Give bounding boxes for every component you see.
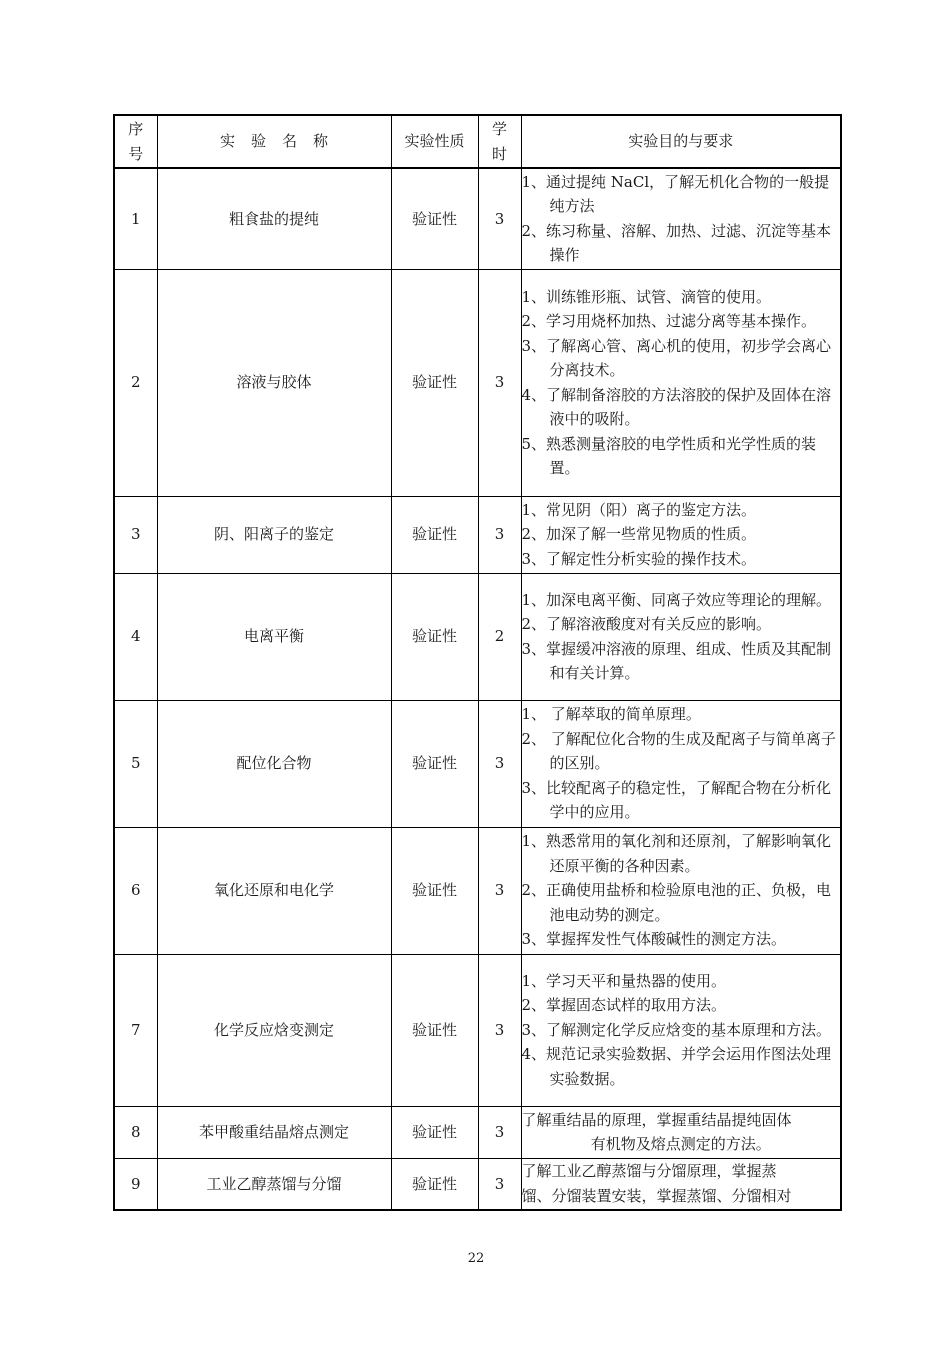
table-row — [114, 573, 841, 700]
row-nature: 验证性 — [391, 496, 478, 573]
table-row — [114, 1158, 841, 1210]
goal-item: 2、掌握固态试样的取用方法。 — [521, 996, 727, 1015]
goal-item: 1、熟悉常用的氧化剂和还原剂，了解影响氧化还原平衡的各种因素。 — [521, 832, 832, 875]
row-goals — [521, 573, 841, 700]
header-no-line1: 序 — [128, 120, 144, 138]
row-name: 工业乙醇蒸馏与分馏 — [157, 1158, 391, 1210]
row-no: 4 — [114, 573, 157, 700]
goal-item: 2、 了解配位化合物的生成及配离子与简单离子的区别。 — [521, 729, 836, 773]
goal-item: 2、练习称量、溶解、加热、过滤、沉淀等基本操作 — [521, 221, 832, 265]
table-row — [114, 700, 841, 827]
row-hours: 3 — [478, 269, 521, 496]
row-hours: 3 — [478, 954, 521, 1106]
row-hours: 2 — [478, 573, 521, 700]
table-row — [114, 496, 841, 573]
row-goals — [521, 1106, 841, 1158]
goal-text-line: 了解重结晶的原理，掌握重结晶提纯固体 — [521, 1110, 792, 1129]
row-nature: 验证性 — [391, 573, 478, 700]
goal-text-line: 馏、分馏装置安装，掌握蒸馏、分馏相对 — [521, 1186, 792, 1205]
row-nature: 验证性 — [391, 827, 478, 954]
row-name: 粗食盐的提纯 — [157, 168, 391, 269]
row-no: 7 — [114, 954, 157, 1106]
experiment-table — [113, 114, 842, 1211]
table-row — [114, 954, 841, 1106]
row-nature: 验证性 — [391, 1158, 478, 1210]
goal-item: 3、比较配离子的稳定性，了解配合物在分析化学中的应用。 — [521, 778, 832, 822]
goal-item: 2、加深了解一些常见物质的性质。 — [521, 525, 757, 544]
row-nature: 验证性 — [391, 700, 478, 827]
goal-item: 1、训练锥形瓶、试管、滴管的使用。 — [521, 287, 772, 306]
page-number: 22 — [467, 1251, 485, 1266]
row-goals — [521, 496, 841, 573]
row-hours: 3 — [478, 700, 521, 827]
row-goals — [521, 1158, 841, 1210]
header-no — [114, 115, 157, 168]
goal-item: 5、熟悉测量溶胶的电学性质和光学性质的装置。 — [521, 434, 817, 477]
goal-item: 3、了解离心管、离心机的使用，初步学会离心分离技术。 — [521, 336, 832, 379]
header-hours-line2: 时 — [491, 144, 507, 163]
goal-item: 2、正确使用盐桥和检验原电池的正、负极，电池电动势的测定。 — [521, 881, 832, 924]
row-nature: 验证性 — [391, 954, 478, 1106]
row-no: 3 — [114, 496, 157, 573]
row-no: 1 — [114, 168, 157, 269]
row-hours: 3 — [478, 496, 521, 573]
header-goal: 实验目的与要求 — [521, 115, 841, 168]
row-nature: 验证性 — [391, 1106, 478, 1158]
header-name-label: 实验名称 — [219, 132, 344, 151]
goal-text-line: 有机物及熔点测定的方法。 — [590, 1135, 771, 1153]
header-no-line2: 号 — [128, 144, 144, 163]
row-hours: 3 — [478, 827, 521, 954]
goal-text-line: 了解工业乙醇蒸馏与分馏原理，掌握蒸 — [521, 1162, 777, 1181]
header-hours-line1: 学 — [491, 120, 507, 138]
table-body — [114, 168, 841, 1210]
row-nature: 验证性 — [391, 269, 478, 496]
row-name: 溶液与胶体 — [157, 269, 391, 496]
goal-item: 2、了解溶液酸度对有关反应的影响。 — [521, 615, 772, 633]
row-name: 氧化还原和电化学 — [157, 827, 391, 954]
goal-item: 2、学习用烧杯加热、过滤分离等基本操作。 — [521, 312, 817, 330]
row-goals — [521, 168, 841, 269]
row-goals — [521, 269, 841, 496]
header-hours — [478, 115, 521, 168]
row-goals — [521, 700, 841, 827]
row-no: 6 — [114, 827, 157, 954]
row-name: 苯甲酸重结晶熔点测定 — [157, 1106, 391, 1158]
row-hours: 3 — [478, 1106, 521, 1158]
row-name: 阴、阳离子的鉴定 — [157, 496, 391, 573]
row-name: 电离平衡 — [157, 573, 391, 700]
header-nature: 实验性质 — [391, 115, 478, 168]
table-row — [114, 827, 841, 954]
goal-item: 3、掌握挥发性气体酸碱性的测定方法。 — [521, 930, 787, 949]
goal-item: 4、了解制备溶胶的方法溶胶的保护及固体在溶液中的吸附。 — [521, 385, 832, 428]
header-name — [157, 115, 391, 168]
goal-item: 1、 了解萃取的简单原理。 — [521, 705, 701, 724]
row-hours: 3 — [478, 168, 521, 269]
table-row — [114, 168, 841, 269]
row-no: 5 — [114, 700, 157, 827]
table-header-row — [114, 115, 841, 168]
table-row — [114, 1106, 841, 1158]
goal-item: 1、加深电离平衡、同离子效应等理论的理解。 — [521, 590, 832, 609]
goal-item: 3、了解定性分析实验的操作技术。 — [521, 549, 757, 568]
row-no: 2 — [114, 269, 157, 496]
goal-item: 1、通过提纯 NaCl，了解无机化合物的一般提纯方法 — [521, 172, 830, 216]
row-nature: 验证性 — [391, 168, 478, 269]
goal-item: 1、常见阴（阳）离子的鉴定方法。 — [521, 500, 757, 519]
goal-item: 3、掌握缓冲溶液的原理、组成、性质及其配制和有关计算。 — [521, 639, 832, 682]
row-no: 9 — [114, 1158, 157, 1210]
goal-item: 3、了解测定化学反应焓变的基本原理和方法。 — [521, 1020, 832, 1039]
table-row — [114, 269, 841, 496]
row-goals — [521, 827, 841, 954]
goal-item: 4、规范记录实验数据、并学会运用作图法处理实验数据。 — [521, 1045, 832, 1088]
goal-item: 1、学习天平和量热器的使用。 — [521, 971, 727, 990]
row-no: 8 — [114, 1106, 157, 1158]
row-hours: 3 — [478, 1158, 521, 1210]
row-name: 化学反应焓变测定 — [157, 954, 391, 1106]
row-goals — [521, 954, 841, 1106]
row-name: 配位化合物 — [157, 700, 391, 827]
